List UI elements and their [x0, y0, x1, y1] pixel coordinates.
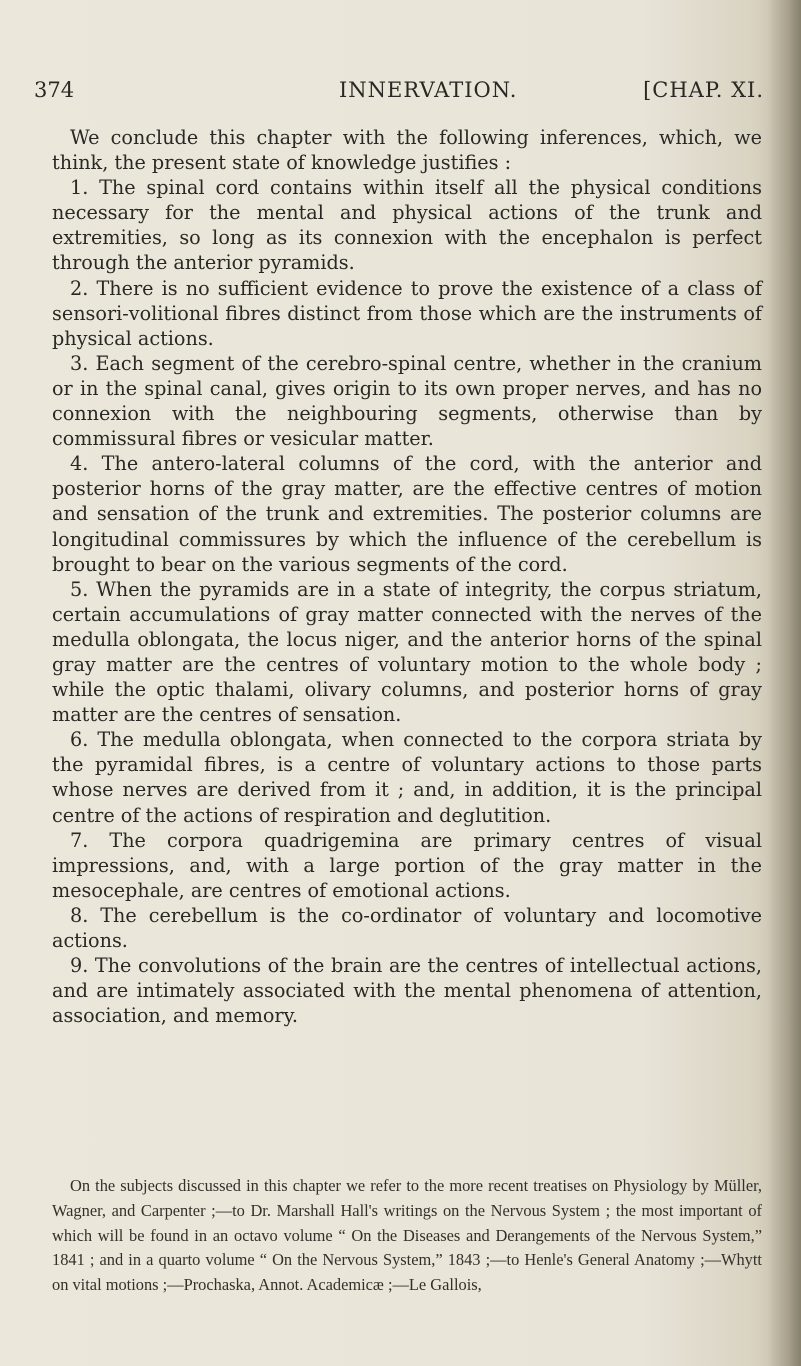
chapter-reference: [CHAP. XI. [643, 78, 764, 102]
page-edge-shadow [767, 0, 801, 1366]
running-header [34, 78, 764, 110]
running-title: INNERVATION. [339, 78, 518, 102]
intro-paragraph: We conclude this chapter with the following inferences, which, we think, the present state of knowledge justifies : [52, 126, 762, 175]
footnote: On the subjects discussed in this chapter we refer to the more recent treatises on Physiology by Müller, Wagner, and Carpenter ;—to Dr. Marshall Hall's writings on the Nervous System ; the most important of which will be found in an octavo volume “ On the Diseases and Derangements of the Nervous System,” 1841 ; and in a quarto volume “ On the Nervous System,” 1843 ;—to Henle's General Anatomy ;—Whytt on vital motions ;—Prochaska, Annot. Academicæ ;—Le Gallois, [52, 1176, 762, 1294]
inference-paragraph-3: 3. Each segment of the cerebro-spinal centre, whether in the cranium or in the spinal canal, gives origin to its own proper nerves, and has no connexion with the neighbouring segments, otherwise than by commissural fibres or vesicular matter. [52, 351, 762, 451]
inference-paragraph-8: 8. The cerebellum is the co-ordinator of voluntary and locomotive actions. [52, 903, 762, 952]
inference-paragraph-5: 5. When the pyramids are in a state of integrity, the corpus striatum, certain accumulations of gray matter connected with the nerves of the medulla oblongata, the locus niger, and the anterior horns of the spinal gray matter are the centres of voluntary motion to the whole body ; while the optic thalami, olivary columns, and posterior horns of gray matter are the centres of sensation. [52, 577, 762, 727]
inference-paragraph-2: 2. There is no sufficient evidence to prove the existence of a class of sensori-volitional fibres distinct from those which are the instruments of physical actions. [52, 276, 762, 350]
inference-paragraph-4: 4. The antero-lateral columns of the cord, with the anterior and posterior horns of the gray matter, are the effective centres of motion and sensation of the trunk and extremities. The posterior columns are longitudinal commissures by which the influence of the cerebellum is brought to bear on the various segments of the cord. [52, 452, 762, 576]
inference-paragraph-1: 1. The spinal cord contains within itself all the physical conditions necessary for the mental and physical actions of the trunk and extremities, so long as its connexion with the encephalon is perfect through the anterior pyramids. [52, 176, 762, 275]
inference-paragraph-9: 9. The convolutions of the brain are the centres of intellectual actions, and are intimately associated with the mental phenomena of attention, association, and memory. [52, 954, 762, 1028]
inference-paragraph-6: 6. The medulla oblongata, when connected to the corpora striata by the pyramidal fibres, is a centre of voluntary actions to those parts whose nerves are derived from it ; and, in addition, it is the principal centre of the actions of respiration and deglutition. [52, 728, 762, 827]
inference-paragraph-7: 7. The corpora quadrigemina are primary centres of visual impressions, and, with a large portion of the gray matter in the mesocephale, are centres of emotional actions. [52, 828, 762, 902]
page-number: 374 [34, 78, 75, 102]
main-text [52, 125, 762, 1028]
